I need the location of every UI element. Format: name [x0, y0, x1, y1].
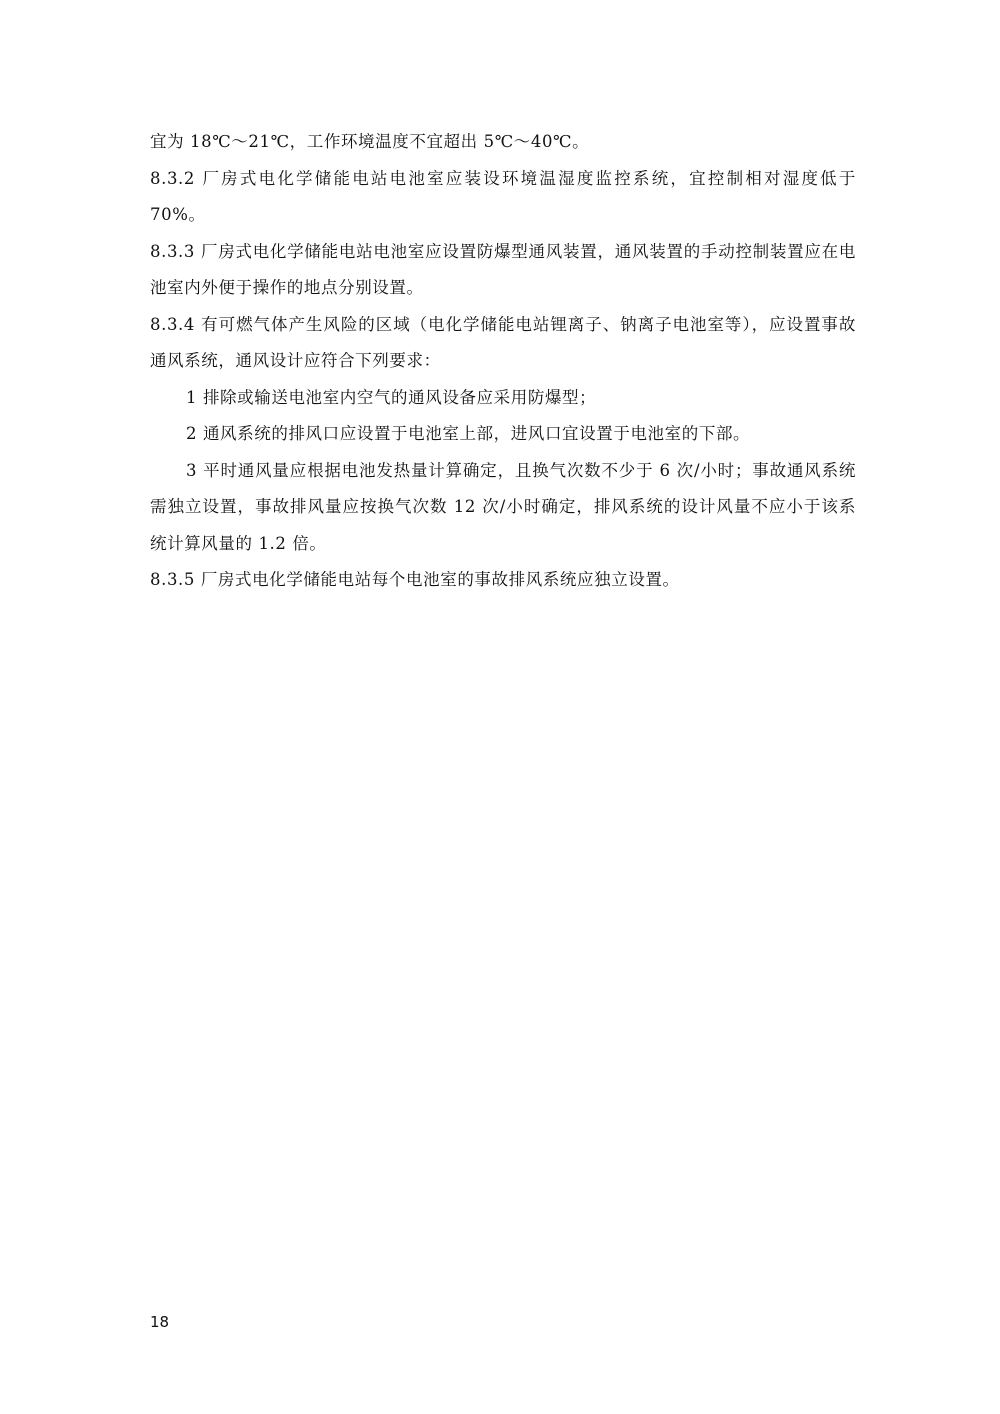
page-number: 18	[150, 1313, 170, 1331]
page-content	[150, 124, 856, 599]
clause-8-3-4-item-3: 3 平时通风量应根据电池发热量计算确定，且换气次数不少于 6 次/小时；事故通风系统需独立设置，事故排风量应按换气次数 12 次/小时确定，排风系统的设计风量不应小于该系统计算风量的 1.2 倍。	[150, 460, 856, 553]
clause-8-3-4-item-1: 1 排除或输送电池室内空气的通风设备应采用防爆型；	[186, 387, 597, 407]
clause-8-3-5: 8.3.5 厂房式电化学储能电站每个电池室的事故排风系统应独立设置。	[150, 570, 680, 589]
clause-8-3-4: 8.3.4 有可燃气体产生风险的区域（电化学储能电站锂离子、钠离子电池室等），应设置事故通风系统，通风设计应符合下列要求：	[150, 314, 856, 370]
clause-8-3-4-item-2: 2 通风系统的排风口应设置于电池室上部，进风口宜设置于电池室的下部。	[186, 424, 751, 443]
clause-8-3-3: 8.3.3 厂房式电化学储能电站电池室应设置防爆型通风装置，通风装置的手动控制装置应在电池室内外便于操作的地点分别设置。	[150, 241, 856, 297]
clause-8-3-2: 8.3.2 厂房式电化学储能电站电池室应装设环境温湿度监控系统，宜控制相对湿度低于 70%。	[150, 168, 856, 224]
paragraph-temperature-range: 宜为 18℃～21℃，工作环境温度不宜超出 5℃～40℃。	[150, 132, 590, 151]
